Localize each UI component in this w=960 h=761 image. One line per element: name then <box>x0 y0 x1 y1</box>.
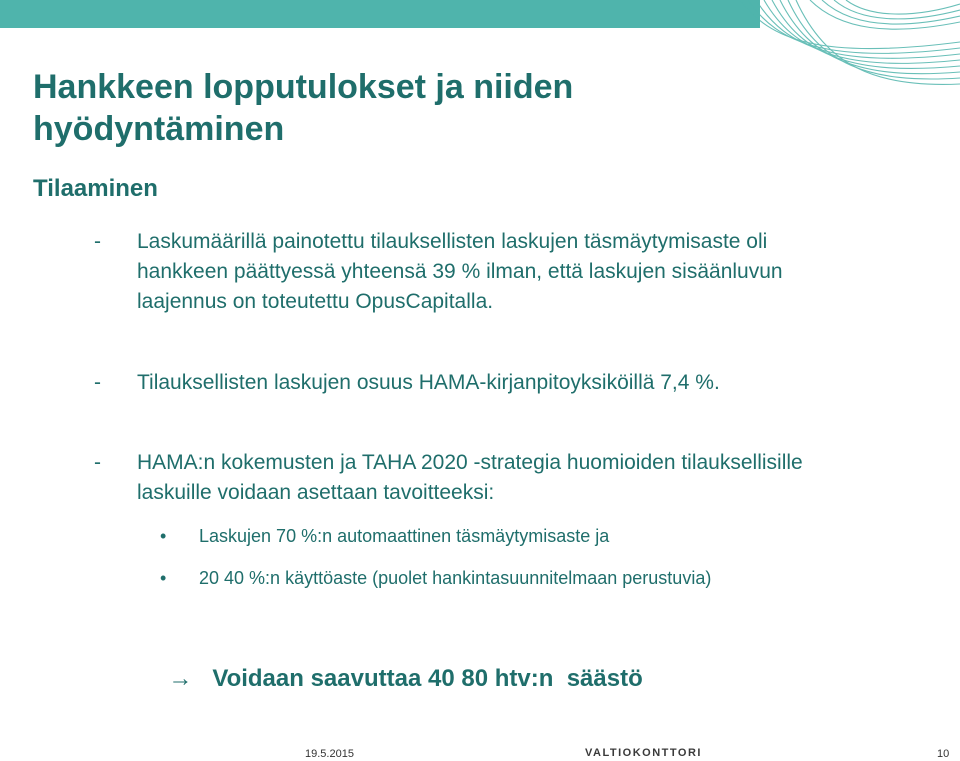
slide-title: Hankkeen lopputulokset ja niiden hyödyntäminen <box>33 68 574 148</box>
sub-bullet-marker: • <box>160 526 167 546</box>
bullet-text: HAMA:n kokemusten ja TAHA 2020 -strategia huomioiden tilauksellisille laskuille voidaan asettaan tavoitteeksi: <box>137 451 803 504</box>
header-band <box>0 0 760 28</box>
bullet-marker: - <box>94 371 101 394</box>
sub-bullet-text: Laskujen 70 %:n automaattinen täsmäytymisaste ja <box>199 526 610 546</box>
arrow-right-icon: → <box>168 665 193 692</box>
bullet-item <box>94 227 824 317</box>
bullet-item <box>94 368 824 398</box>
bullet-marker: - <box>94 451 101 474</box>
result-text: Voidaan saavuttaa 40 80 htv:n säästö <box>212 665 643 692</box>
valtiokonttori-logo: VALTIOKONTTORI <box>585 747 702 759</box>
sub-bullet-item <box>160 524 760 548</box>
bullet-text: Tilauksellisten laskujen osuus HAMA-kirjanpitoyksiköillä 7,4 %. <box>137 371 720 394</box>
bullet-item <box>94 448 824 508</box>
bullet-marker: - <box>94 230 101 253</box>
sub-bullet-marker: • <box>160 568 167 588</box>
wave-pattern-decoration <box>740 0 960 90</box>
section-subtitle: Tilaaminen <box>33 175 158 202</box>
result-statement <box>155 634 643 694</box>
sub-bullet-item <box>160 566 760 590</box>
footer-date: 19.5.2015 <box>305 748 354 760</box>
sub-bullet-text: 20 40 %:n käyttöaste (puolet hankintasuunnitelmaan perustuvia) <box>199 568 712 588</box>
bullet-text: Laskumäärillä painotettu tilauksellisten laskujen täsmäytymisaste oli hankkeen päättyessä yhteensä 39 % ilman, että laskujen sisäänluvun laajennus on toteutettu OpusCapitalla. <box>137 230 783 313</box>
page-number: 10 <box>937 748 950 760</box>
